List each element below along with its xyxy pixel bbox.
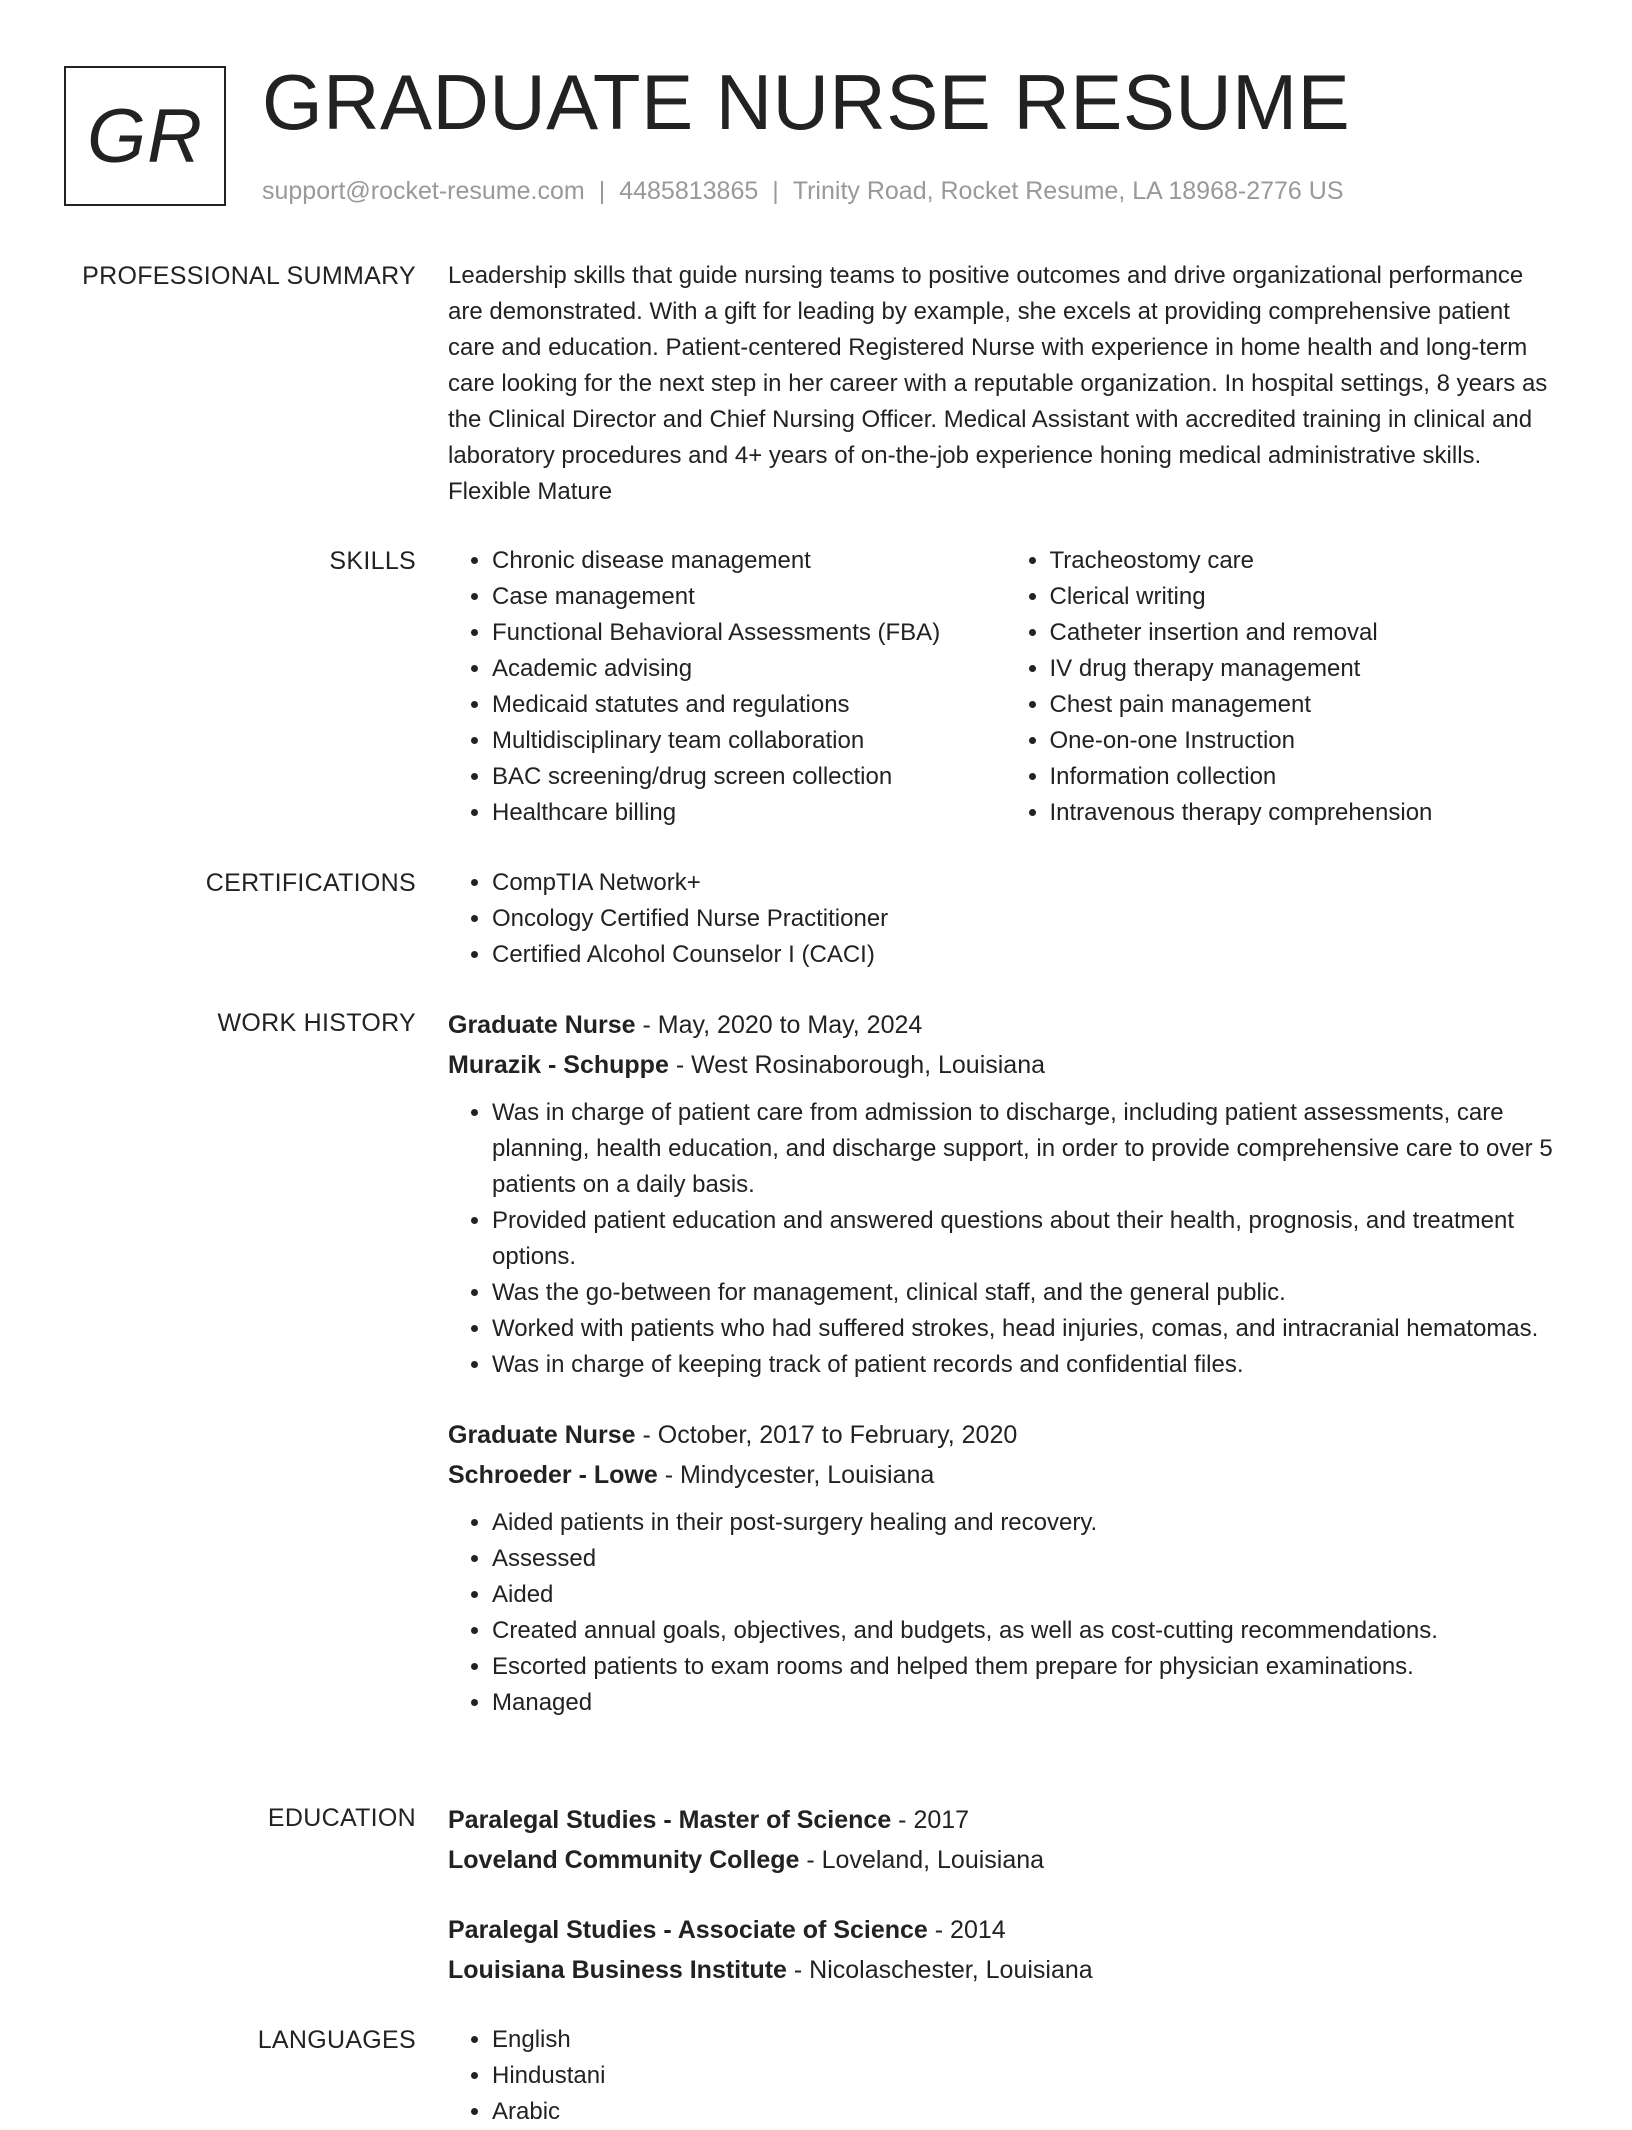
language-item: • Arabic xyxy=(492,2094,1563,2130)
language-item: • Hindustani xyxy=(492,2058,1563,2094)
job-bullet: • Escorted patients to exam rooms and helped them prepare for physician examinations. xyxy=(492,1649,1563,1685)
certifications-list xyxy=(448,865,1563,973)
skill-item: • Tracheostomy care xyxy=(1050,543,1564,579)
skill-item: • Case management xyxy=(492,579,1006,615)
certification-item: • Certified Alcohol Counselor I (CACI) xyxy=(492,937,1563,973)
education-degree: Paralegal Studies - Master of Science xyxy=(448,1806,892,1834)
page-title: GRADUATE NURSE RESUME xyxy=(262,58,1351,146)
education-entry xyxy=(448,1800,1563,1880)
job-title-line xyxy=(448,1415,1563,1455)
job-entry xyxy=(448,1415,1563,1721)
job-dates: - October, 2017 to February, 2020 xyxy=(635,1421,1018,1449)
skills-list-left xyxy=(448,543,1006,831)
job-bullet: • Aided xyxy=(492,1577,1563,1613)
skill-item: • Chest pain management xyxy=(1050,687,1564,723)
job-bullets xyxy=(448,1095,1563,1383)
contact-address: Trinity Road, Rocket Resume, LA 18968-2776 US xyxy=(792,177,1344,205)
skill-item: • Functional Behavioral Assessments (FBA) xyxy=(492,615,1006,651)
languages-label: LANGUAGES xyxy=(257,2026,416,2054)
contact-separator: | xyxy=(598,177,606,205)
education-school-line xyxy=(448,1840,1563,1880)
initials-monogram xyxy=(64,66,226,206)
education-school-line xyxy=(448,1950,1563,1990)
contact-line xyxy=(262,174,1344,208)
job-title: Graduate Nurse xyxy=(448,1421,636,1449)
job-title-line xyxy=(448,1005,1563,1045)
job-bullet: • Provided patient education and answered questions about their health, prognosis, and treatment options. xyxy=(492,1203,1563,1275)
initials-text: GR xyxy=(87,93,203,179)
job-location: - West Rosinaborough, Louisiana xyxy=(668,1051,1046,1079)
skill-item: • BAC screening/drug screen collection xyxy=(492,759,1006,795)
education-label: EDUCATION xyxy=(267,1804,416,1832)
contact-phone: 4485813865 xyxy=(619,177,759,205)
skill-item: • Healthcare billing xyxy=(492,795,1006,831)
job-bullet: • Was in charge of patient care from admission to discharge, including patient assessments, care planning, health education, and discharge support, in order to provide comprehensive care to over 5 patients on a daily basis. xyxy=(492,1095,1563,1203)
job-bullet: • Worked with patients who had suffered strokes, head injuries, comas, and intracranial hematomas. xyxy=(492,1311,1563,1347)
education-location: - Nicolaschester, Louisiana xyxy=(786,1956,1093,1984)
job-company: Schroeder - Lowe xyxy=(448,1461,658,1489)
skill-item: • Clerical writing xyxy=(1050,579,1564,615)
skills-label: SKILLS xyxy=(329,547,416,575)
job-bullets xyxy=(448,1505,1563,1721)
education-entry xyxy=(448,1910,1563,1990)
job-bullet: • Managed xyxy=(492,1685,1563,1721)
job-bullet: • Created annual goals, objectives, and budgets, as well as cost-cutting recommendations. xyxy=(492,1613,1563,1649)
work-history-label: WORK HISTORY xyxy=(217,1009,416,1037)
job-location: - Mindycester, Louisiana xyxy=(657,1461,935,1489)
job-company-line xyxy=(448,1455,1563,1495)
skill-item: • IV drug therapy management xyxy=(1050,651,1564,687)
skill-item: • Intravenous therapy comprehension xyxy=(1050,795,1564,831)
certification-item: • Oncology Certified Nurse Practitioner xyxy=(492,901,1563,937)
certification-item: • CompTIA Network+ xyxy=(492,865,1563,901)
education-school: Loveland Community College xyxy=(448,1846,800,1874)
skills-list-right xyxy=(1006,543,1564,831)
skill-item: • Chronic disease management xyxy=(492,543,1006,579)
education-degree-line xyxy=(448,1800,1563,1840)
education-degree: Paralegal Studies - Associate of Science xyxy=(448,1916,928,1944)
language-item: • English xyxy=(492,2022,1563,2058)
contact-email: support@rocket-resume.com xyxy=(262,177,585,205)
summary-text: Leadership skills that guide nursing teams to positive outcomes and drive organizational performance are demonstrated. With a gift for leading by example, she excels at providing comprehensive patient care and education. Patient-centered Registered Nurse with experience in home health and long-term care looking for the next step in her career with a reputable organization. In hospital settings, 8 years as the Clinical Director and Chief Nursing Officer. Medical Assistant with accredited training in clinical and laboratory procedures and 4+ years of on-the-job experience honing medical administrative skills. Flexible Mature xyxy=(448,262,1548,505)
skill-item: • Academic advising xyxy=(492,651,1006,687)
skill-item: • Multidisciplinary team collaboration xyxy=(492,723,1006,759)
education-school: Louisiana Business Institute xyxy=(448,1956,787,1984)
job-bullet: • Was the go-between for management, clinical staff, and the general public. xyxy=(492,1275,1563,1311)
skill-item: • Information collection xyxy=(1050,759,1564,795)
education-year: - 2014 xyxy=(927,1916,1006,1944)
job-company: Murazik - Schuppe xyxy=(448,1051,669,1079)
education-year: - 2017 xyxy=(891,1806,970,1834)
education-location: - Loveland, Louisiana xyxy=(799,1846,1045,1874)
skill-item: • Catheter insertion and removal xyxy=(1050,615,1564,651)
job-bullet: • Assessed xyxy=(492,1541,1563,1577)
contact-separator: | xyxy=(772,177,779,205)
job-bullet: • Aided patients in their post-surgery healing and recovery. xyxy=(492,1505,1563,1541)
summary-label: PROFESSIONAL SUMMARY xyxy=(82,262,416,290)
skill-item: • Medicaid statutes and regulations xyxy=(492,687,1006,723)
job-bullet: • Was in charge of keeping track of patient records and confidential files. xyxy=(492,1347,1563,1383)
education-degree-line xyxy=(448,1910,1563,1950)
languages-list xyxy=(448,2022,1563,2130)
job-entry xyxy=(448,1005,1563,1383)
job-dates: - May, 2020 to May, 2024 xyxy=(635,1011,923,1039)
skill-item: • One-on-one Instruction xyxy=(1050,723,1564,759)
job-company-line xyxy=(448,1045,1563,1085)
job-title: Graduate Nurse xyxy=(448,1011,636,1039)
certifications-label: CERTIFICATIONS xyxy=(205,869,416,897)
